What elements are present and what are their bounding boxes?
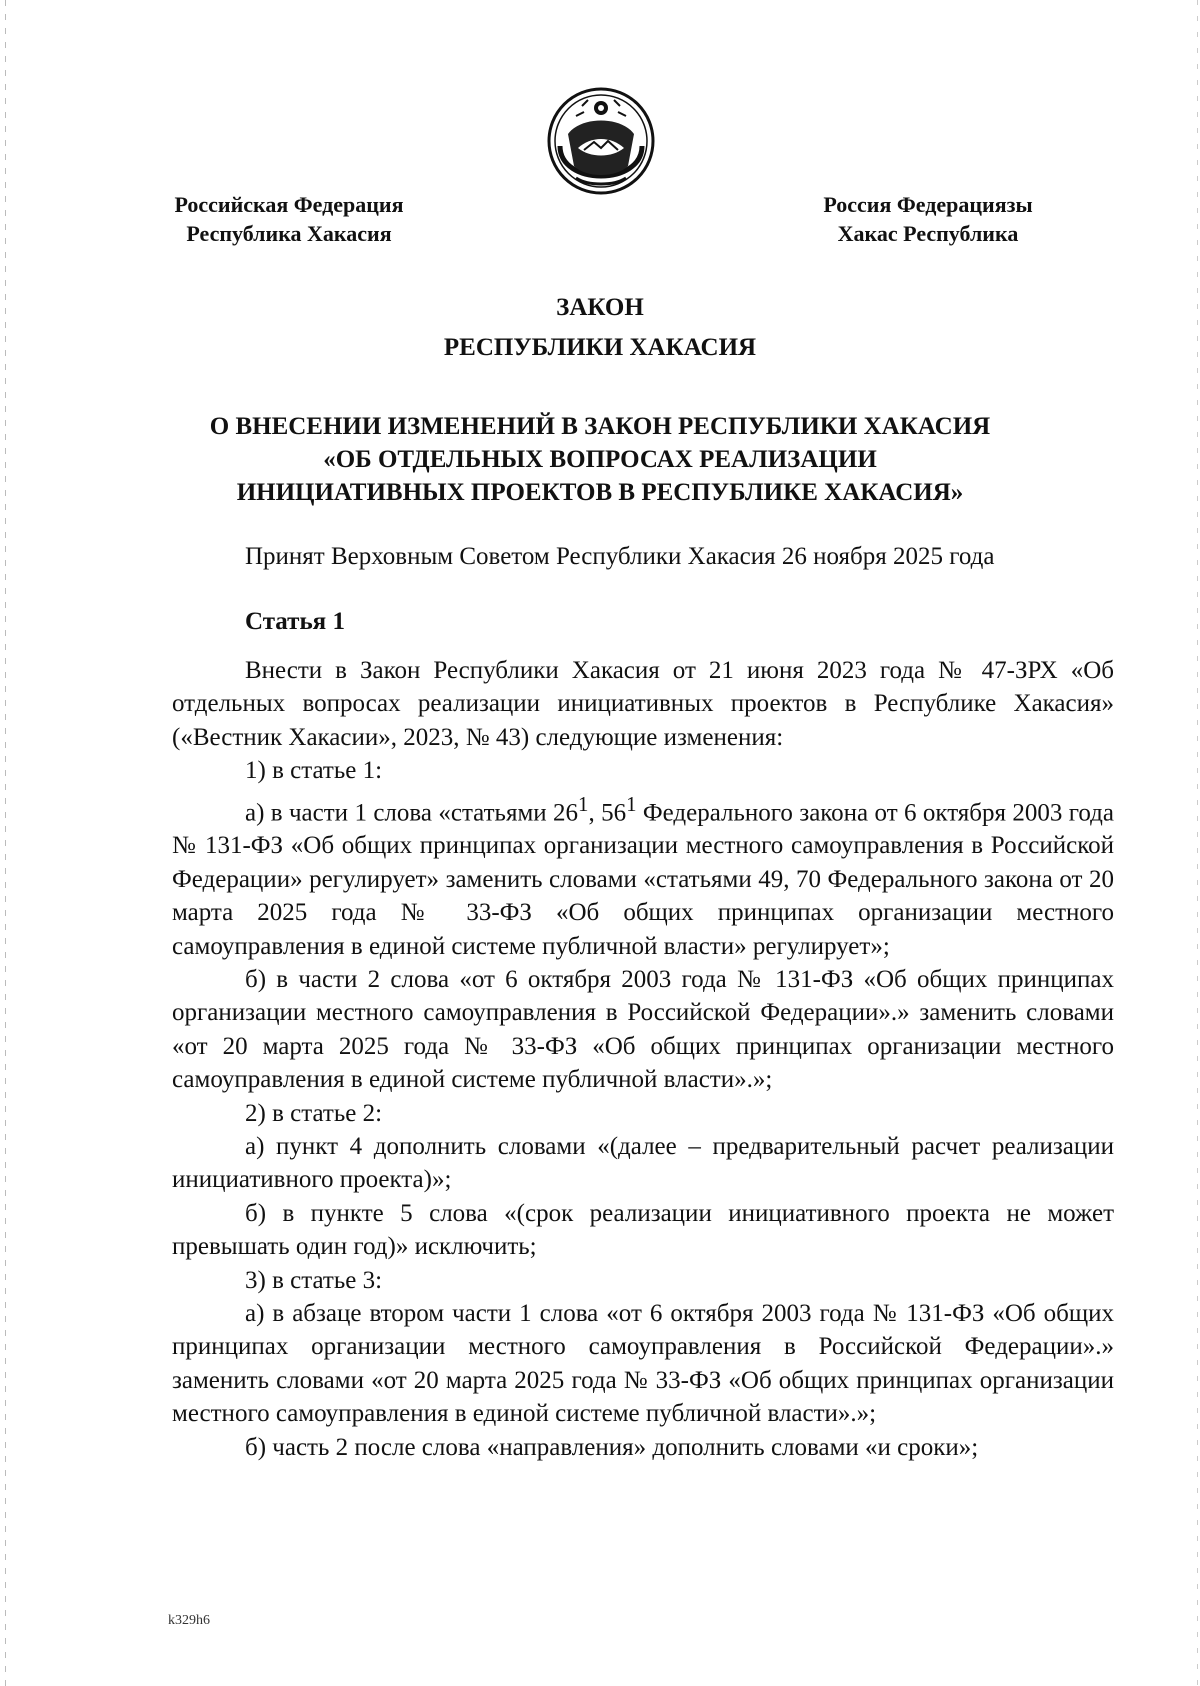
law-title: ЗАКОН: [556, 294, 644, 321]
paragraph-item-2b: б) в пункте 5 слова «(срок реализации инициативного проекта не может превышать один год)» исключить;: [172, 1199, 1114, 1261]
paragraph-item-2: 2) в статье 2:: [245, 1099, 383, 1127]
scan-edge-left: [5, 0, 6, 1686]
law-subject-line-2: «ОБ ОТДЕЛЬНЫХ ВОПРОСАХ РЕАЛИЗАЦИИ: [323, 446, 877, 473]
paragraph-item-1b: б) в части 2 слова «от 6 октября 2003 года № 131-ФЗ «Об общих принципах организации местного самоуправления в Российской Федерации».» заменить словами «от 20 марта 2025 года № 33-ФЗ «Об общих принципах организации местного самоуправления в единой системе публичной власти».»;: [172, 965, 1114, 1094]
law-subject: [150, 410, 1050, 509]
adoption-note: Принят Верховным Советом Республики Хакасия 26 ноября 2025 года: [245, 543, 995, 570]
header-right-line-2: Хакас Республика: [837, 221, 1019, 246]
header-russian: [139, 190, 439, 248]
paragraph-1a-pre: а) в части 1 слова «статьями 26: [245, 798, 579, 826]
article-body: [172, 654, 1114, 1464]
law-subject-line-1: О ВНЕСЕНИИ ИЗМЕНЕНИЙ В ЗАКОН РЕСПУБЛИКИ ХАКАСИЯ: [209, 413, 991, 440]
scan-edge-right: [1197, 0, 1198, 1686]
paragraph-1a-mid: , 56: [588, 798, 627, 826]
header-right-line-1: Россия Федерациязы: [823, 192, 1033, 217]
paragraph-item-3: 3) в статье 3:: [245, 1266, 383, 1294]
republic-title: РЕСПУБЛИКИ ХАКАСИЯ: [443, 334, 757, 361]
paragraph-item-3a: а) в абзаце втором части 1 слова «от 6 октября 2003 года № 131-ФЗ «Об общих принципах организации местного самоуправления в Российской Федерации».» заменить словами «от 20 марта 2025 года № 33-ФЗ «Об общих принципах организации местного самоуправления в единой системе публичной власти».»;: [172, 1300, 1114, 1428]
paragraph-1a-post: Федерального закона от 6 октября 2003 года № 131-ФЗ «Об общих принципах организации местного самоуправления в Российской Федерации» регулирует» заменить словами «статьями 49, 70 Федерального закона от 20 марта 2025 года № 33-ФЗ «Об общих принципах организации местного самоуправления в единой системе публичной власти» регулирует»;: [172, 798, 1115, 960]
paragraph-item-3b: б) часть 2 после слова «направления» дополнить словами «и сроки»;: [245, 1433, 979, 1461]
paragraph-item-2a: а) пункт 4 дополнить словами «(далее – предварительный расчет реализации инициативного проекта)»;: [172, 1133, 1114, 1194]
header-khakas: [778, 190, 1078, 248]
paragraph-item-1a: [172, 788, 1114, 963]
header-left-line-2: Республика Хакасия: [186, 221, 392, 246]
document-code: k329h6: [168, 1613, 210, 1628]
coat-of-arms-emblem: [546, 86, 656, 196]
paragraph-intro: Внести в Закон Республики Хакасия от 21 июня 2023 года № 47-ЗРХ «Об отдельных вопросах реализации инициативных проектов в Республике Хакасия» («Вестник Хакасии», 2023, № 43) следующие изменения:: [172, 657, 1114, 751]
superscript-1: 1: [578, 791, 589, 816]
superscript-2: 1: [626, 791, 637, 816]
header-left-line-1: Российская Федерация: [174, 192, 404, 217]
paragraph-item-1: 1) в статье 1:: [245, 757, 383, 785]
article-heading: Статья 1: [245, 608, 345, 635]
law-subject-line-3: ИНИЦИАТИВНЫХ ПРОЕКТОВ В РЕСПУБЛИКЕ ХАКАСИЯ»: [236, 479, 964, 506]
